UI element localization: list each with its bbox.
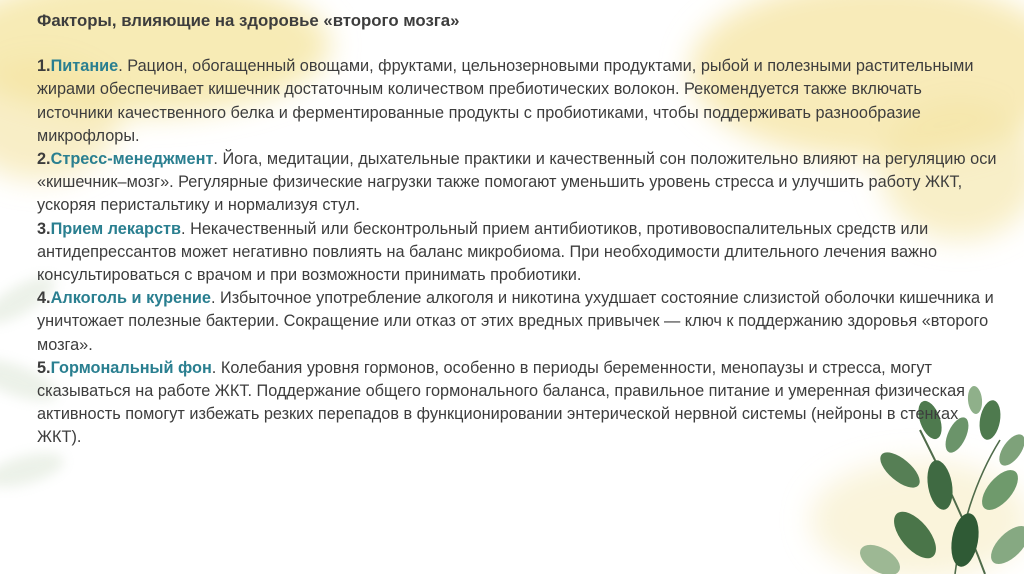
factor-item bbox=[37, 287, 997, 357]
factor-text: . Избыточное употребление алкоголя и никотина ухудшает состояние слизистой оболочки кишечника и уничтожает полезные бактерии. Сокращение или отказ от этих вредных привычек — ключ к поддержанию здоровья «второго мозга». bbox=[37, 289, 994, 354]
factor-heading: Прием лекарств bbox=[50, 219, 182, 238]
slide-content bbox=[37, 9, 997, 450]
factor-item bbox=[37, 357, 997, 450]
factor-heading: Алкоголь и курение bbox=[50, 289, 211, 308]
factor-text: . Некачественный или бесконтрольный прием антибиотиков, противовоспалительных средств или антидепрессантов может негативно повлиять на баланс микробиома. При необходимости длительного лечения важно консультироваться с врачом и при возможности принимать пробиотики. bbox=[37, 219, 938, 285]
factor-text: . Рацион, обогащенный овощами, фруктами, цельнозерновыми продуктами, рыбой и полезными растительными жирами обеспечивает кишечник достаточным количеством пребиотических волокон. Рекомендуется также включать источники качественного белка и ферментированные продукты с пробиотиками, чтобы поддерживать разнообразие микрофлоры. bbox=[37, 57, 974, 145]
factor-text: . Колебания уровня гормонов, особенно в периоды беременности, менопаузы и стресса, могут сказываться на работе ЖКТ. Поддержание общего гормонального баланса, правильное питание и умеренная физическая активность помогут избежать резких перепадов в функционировании энтерической нервной системы (нейроны в стенках ЖКТ). bbox=[37, 358, 965, 447]
factor-item bbox=[37, 218, 997, 288]
factor-heading: Стресс-менеджмент bbox=[50, 150, 214, 169]
factor-number: 5. bbox=[37, 358, 51, 377]
factor-number: 4. bbox=[37, 289, 51, 308]
factor-item bbox=[37, 148, 997, 218]
factor-text: . Йога, медитации, дыхательные практики и качественный сон положительно влияют на регуляцию оси «кишечник–мозг». Регулярные физические нагрузки также помогают уменьшить уровень стресса и улучшить работу ЖКТ, ускоряя перистальтику и нормализуя стул. bbox=[37, 150, 997, 215]
factor-number: 2. bbox=[37, 150, 51, 169]
factor-number: 1. bbox=[37, 57, 51, 76]
factor-number: 3. bbox=[37, 219, 51, 238]
factor-heading: Гормональный фон bbox=[50, 358, 212, 377]
factor-item bbox=[37, 55, 997, 148]
slide-title: Факторы, влияющие на здоровье «второго мозга» bbox=[37, 11, 460, 30]
factor-heading: Питание bbox=[50, 57, 119, 76]
